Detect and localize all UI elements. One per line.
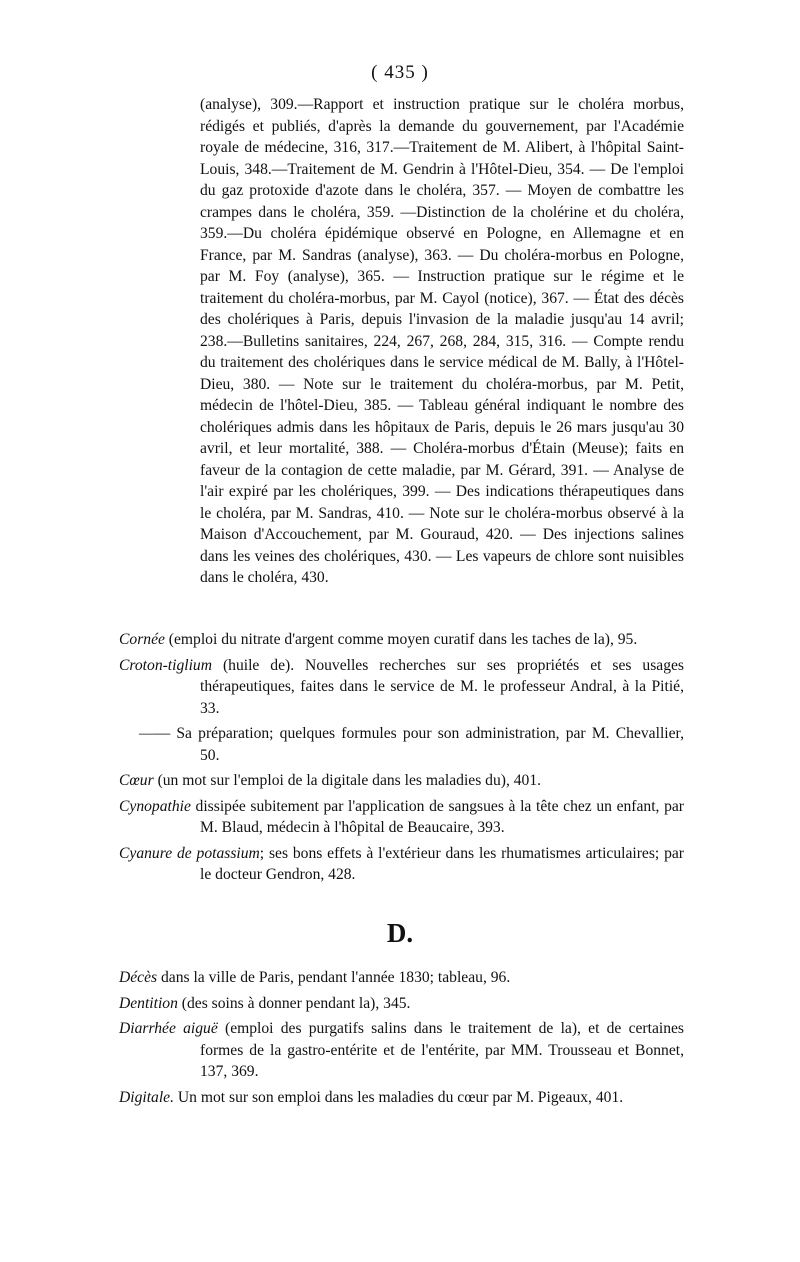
entry-term: Diarrhée aiguë [119, 1020, 218, 1037]
entry-term: Cornée [119, 631, 165, 648]
entry-text: (un mot sur l'emploi de la digitale dans les maladies du), 401. [153, 772, 542, 789]
entry-term: Cœur [119, 772, 154, 789]
entry-text: Un mot sur son emploi dans les maladies du cœur par M. Pigeaux, 401. [174, 1088, 624, 1106]
entry-text: (huile de). Nouvelles recherches sur ses propriétés et ses usages thérapeutiques, faites dans le service de M. le professeur Andral, à la Pitié, 33. [200, 656, 684, 717]
entry-term: Décès [119, 969, 158, 986]
entry-term: Croton-tiglium [119, 656, 212, 674]
index-entry [119, 1087, 684, 1109]
index-entry [119, 796, 684, 839]
entry-text: dans la ville de Paris, pendant l'année 1830; tableau, 96. [157, 969, 511, 986]
index-entry [119, 629, 684, 651]
index-entry [119, 843, 684, 886]
page-number: ( 435 ) [371, 62, 429, 83]
index-entry [119, 770, 684, 792]
entry-term: Dentition [119, 994, 178, 1012]
index-entry [119, 993, 684, 1015]
index-entries-d [119, 967, 684, 1112]
section-heading: D. [386, 918, 414, 948]
continuation-paragraph: (analyse), 309.—Rapport et instruction pratique sur le choléra morbus, rédigés et publiés, d'après la demande du gouvernement, par l'Académie royale de médecine, 316, 317.—Traitement de M. Alibert, à l'hôpital Saint-Louis, 348.—Traitement de M. Gendrin à l'Hôtel-Dieu, 354. — De l'emploi du gaz protoxide d'azote dans le choléra, 357. — Moyen de combattre les crampes dans le choléra, 359. —Distinction de la cholérine et du choléra, 359.—Du choléra épidémique observé en Pologne, en Allemagne et en France, par M. Sandras (analyse), 363. — Du choléra-morbus en Pologne, par M. Foy (analyse), 365. — Instruction pratique sur le régime et le traitement du choléra-morbus, par M. Cayol (notice), 367. — État des décès des cholériques à Paris, depuis l'invasion de la maladie jusqu'au 14 avril; 238.—Bulletins sanitaires, 224, 267, 268, 284, 315, 316. — Compte rendu du traitement des cholériques dans le service médical de M. Bally, à l'Hôtel-Dieu, 380. — Note sur le traitement du choléra-morbus, par M. Petit, médecin de l'hôtel-Dieu, 385. — Tableau général indiquant le nombre des cholériques admis dans les hôpitaux de Paris, depuis le 26 mars jusqu'au 30 avril, et leur mortalité, 388. — Choléra-morbus d'Étain (Meuse); faits en faveur de la contagion de cette maladie, par M. Gérard, 391. — Analyse de l'air expiré par les cholériques, 399. — Des indications thérapeutiques dans le choléra, par M. Sandras, 410. — Note sur le choléra-morbus observé à la Maison d'Accouchement, par M. Gouraud, 420. — Des injections salines dans les veines des cholériques, 430. — Les vapeurs de chlore sont nuisibles dans le choléra, 430. [200, 96, 684, 586]
entry-term: Cynopathie [119, 797, 191, 815]
entry-dash: —— [139, 725, 171, 742]
entry-text: (des soins à donner pendant la), 345. [177, 994, 411, 1012]
index-entry [119, 967, 684, 989]
index-entry [119, 1018, 684, 1083]
entry-term: Digitale. [119, 1088, 175, 1106]
entry-text: (emploi du nitrate d'argent comme moyen curatif dans les taches de la), 95. [164, 631, 638, 648]
index-entry [119, 655, 684, 720]
entry-text: dissipée subitement par l'application de sangsues à la tête chez un enfant, par M. Blaud, médecin à l'hôpital de Beaucaire, 393. [190, 797, 684, 836]
entry-text: ; ses bons effets à l'extérieur dans les rhumatismes articulaires; par le docteur Gendron, 428. [200, 844, 684, 883]
index-entry [119, 723, 684, 766]
entry-text: (emploi des purgatifs salins dans le traitement de la), et de certaines formes de la gastro-entérite et de l'entérite, par MM. Trousseau et Bonnet, 137, 369. [200, 1020, 684, 1080]
index-entries-c [119, 629, 684, 890]
entry-text: Sa préparation; quelques formules pour son administration, par M. Chevallier, 50. [170, 725, 684, 764]
entry-term: Cyanure de potassium [119, 844, 260, 862]
